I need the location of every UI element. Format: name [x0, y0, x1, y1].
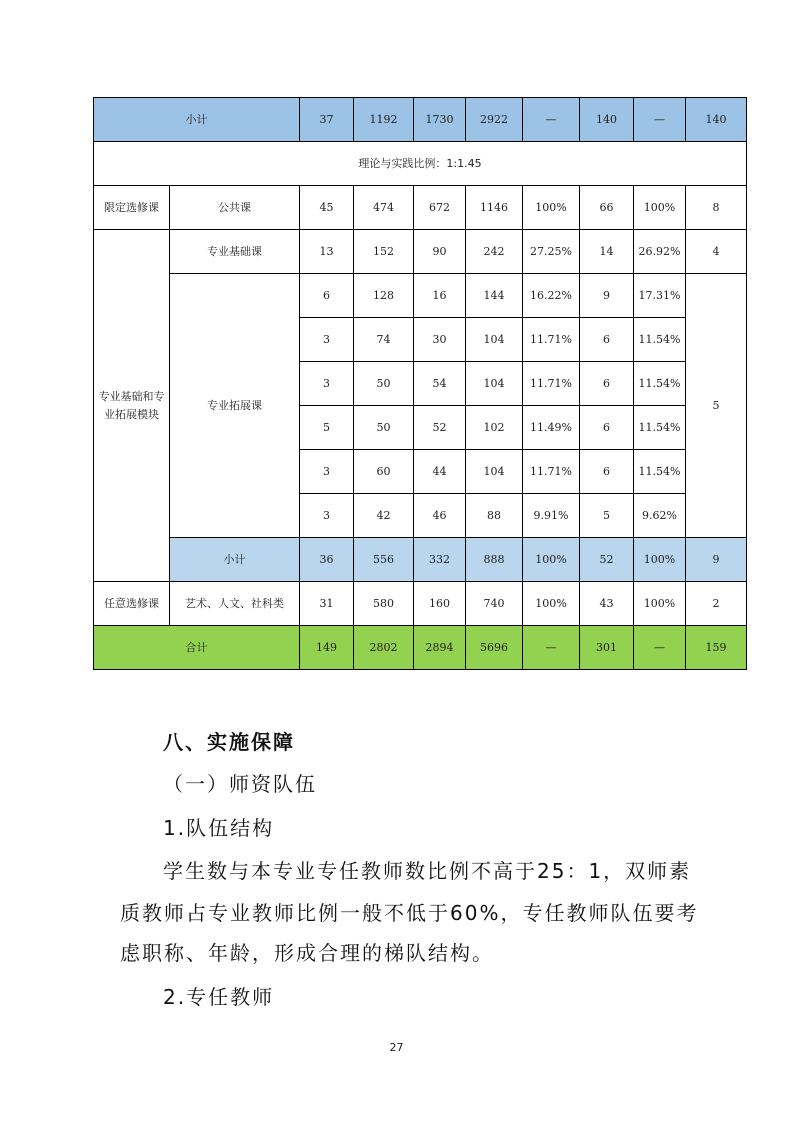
paragraph-line: 学生数与本专业专任教师数比例不高于25：1，双师素 — [163, 859, 692, 883]
value-cell: 11.54% — [634, 406, 686, 450]
total-cell: 149 — [300, 626, 354, 670]
total-cell: — — [634, 626, 686, 670]
value-cell: 3 — [300, 362, 354, 406]
value-cell: 160 — [414, 582, 466, 626]
value-cell: 54 — [414, 362, 466, 406]
total-cell: — — [523, 626, 580, 670]
item-heading-2: 2.专任教师 — [163, 985, 275, 1009]
basic-course-row — [94, 230, 747, 274]
value-cell: 104 — [466, 362, 523, 406]
subtotal-cell: 100% — [634, 538, 686, 582]
ratio-row — [94, 142, 747, 186]
value-cell: 46 — [414, 494, 466, 538]
subtotal-cell: 2922 — [466, 98, 523, 142]
limited-elective-row — [94, 186, 747, 230]
total-cell: 301 — [580, 626, 634, 670]
value-cell: 4 — [686, 230, 747, 274]
value-cell: 104 — [466, 318, 523, 362]
ratio-note: 理论与实践比例：1:1.45 — [94, 142, 747, 186]
value-cell: 6 — [580, 318, 634, 362]
total-row — [94, 626, 747, 670]
category-cell: 限定选修课 — [94, 186, 170, 230]
value-cell: 26.92% — [634, 230, 686, 274]
free-elective-row — [94, 582, 747, 626]
total-label: 合计 — [94, 626, 300, 670]
curriculum-table — [93, 97, 747, 670]
value-cell: 100% — [523, 186, 580, 230]
subtotal-cell: 9 — [686, 538, 747, 582]
value-cell: 42 — [354, 494, 414, 538]
value-cell: 31 — [300, 582, 354, 626]
value-cell: 2 — [686, 582, 747, 626]
subtotal-label: 小计 — [94, 98, 300, 142]
value-cell: 27.25% — [523, 230, 580, 274]
value-cell: 9.62% — [634, 494, 686, 538]
value-cell: 13 — [300, 230, 354, 274]
value-cell: 43 — [580, 582, 634, 626]
value-cell: 6 — [300, 274, 354, 318]
value-cell: 11.71% — [523, 318, 580, 362]
value-cell: 3 — [300, 494, 354, 538]
expand-course-row — [94, 274, 747, 318]
value-cell: 45 — [300, 186, 354, 230]
value-cell: 8 — [686, 186, 747, 230]
section-heading: 八、实施保障 — [163, 730, 295, 754]
value-cell: 3 — [300, 450, 354, 494]
value-cell: 16.22% — [523, 274, 580, 318]
subtotal-cell: 37 — [300, 98, 354, 142]
value-cell: 6 — [580, 406, 634, 450]
value-cell: 580 — [354, 582, 414, 626]
subtotal-cell: 332 — [414, 538, 466, 582]
value-cell: 5 — [580, 494, 634, 538]
value-cell: 30 — [414, 318, 466, 362]
value-cell: 88 — [466, 494, 523, 538]
value-cell: 100% — [634, 186, 686, 230]
subtotal-cell: 52 — [580, 538, 634, 582]
total-cell: 2802 — [354, 626, 414, 670]
value-cell: 100% — [634, 582, 686, 626]
sub-heading: （一）师资队伍 — [163, 772, 317, 796]
subtotal-cell: 1192 — [354, 98, 414, 142]
value-cell: 104 — [466, 450, 523, 494]
value-cell: 11.54% — [634, 362, 686, 406]
value-cell: 11.71% — [523, 450, 580, 494]
course-cell: 专业拓展课 — [170, 274, 300, 538]
subtotal-cell: 100% — [523, 538, 580, 582]
value-cell: 672 — [414, 186, 466, 230]
value-cell: 16 — [414, 274, 466, 318]
value-cell: 11.54% — [634, 318, 686, 362]
category-cell: 任意选修课 — [94, 582, 170, 626]
subtotal-row-1 — [94, 98, 747, 142]
value-cell: 50 — [354, 362, 414, 406]
value-cell: 242 — [466, 230, 523, 274]
subtotal-cell: — — [523, 98, 580, 142]
value-cell: 11.49% — [523, 406, 580, 450]
value-cell: 11.54% — [634, 450, 686, 494]
value-cell: 6 — [580, 450, 634, 494]
value-cell: 9.91% — [523, 494, 580, 538]
value-cell: 128 — [354, 274, 414, 318]
subtotal-cell: 140 — [580, 98, 634, 142]
page-number: 27 — [389, 1041, 404, 1054]
paragraph-line: 虑职称、年龄，形成合理的梯队结构。 — [120, 941, 494, 965]
item-heading-1: 1.队伍结构 — [163, 816, 275, 840]
course-cell: 公共课 — [170, 186, 300, 230]
subtotal-cell: — — [634, 98, 686, 142]
value-cell: 474 — [354, 186, 414, 230]
module-category-cell: 专业基础和专业拓展模块 — [94, 230, 170, 582]
value-cell: 3 — [300, 318, 354, 362]
merged-credit-cell: 5 — [686, 274, 747, 538]
value-cell: 152 — [354, 230, 414, 274]
subtotal-label: 小计 — [170, 538, 300, 582]
value-cell: 52 — [414, 406, 466, 450]
value-cell: 17.31% — [634, 274, 686, 318]
subtotal-row-2 — [94, 538, 747, 582]
value-cell: 66 — [580, 186, 634, 230]
value-cell: 44 — [414, 450, 466, 494]
total-cell: 5696 — [466, 626, 523, 670]
total-cell: 2894 — [414, 626, 466, 670]
subtotal-cell: 36 — [300, 538, 354, 582]
value-cell: 144 — [466, 274, 523, 318]
value-cell: 100% — [523, 582, 580, 626]
value-cell: 1146 — [466, 186, 523, 230]
value-cell: 102 — [466, 406, 523, 450]
course-cell: 艺术、人文、社科类 — [170, 582, 300, 626]
value-cell: 14 — [580, 230, 634, 274]
value-cell: 74 — [354, 318, 414, 362]
subtotal-cell: 888 — [466, 538, 523, 582]
value-cell: 60 — [354, 450, 414, 494]
total-cell: 159 — [686, 626, 747, 670]
value-cell: 50 — [354, 406, 414, 450]
subtotal-cell: 1730 — [414, 98, 466, 142]
paragraph-line: 质教师占专业教师比例一般不低于60%，专任教师队伍要考 — [120, 901, 699, 925]
value-cell: 740 — [466, 582, 523, 626]
subtotal-cell: 140 — [686, 98, 747, 142]
value-cell: 5 — [300, 406, 354, 450]
value-cell: 9 — [580, 274, 634, 318]
course-cell: 专业基础课 — [170, 230, 300, 274]
value-cell: 6 — [580, 362, 634, 406]
value-cell: 90 — [414, 230, 466, 274]
value-cell: 11.71% — [523, 362, 580, 406]
subtotal-cell: 556 — [354, 538, 414, 582]
